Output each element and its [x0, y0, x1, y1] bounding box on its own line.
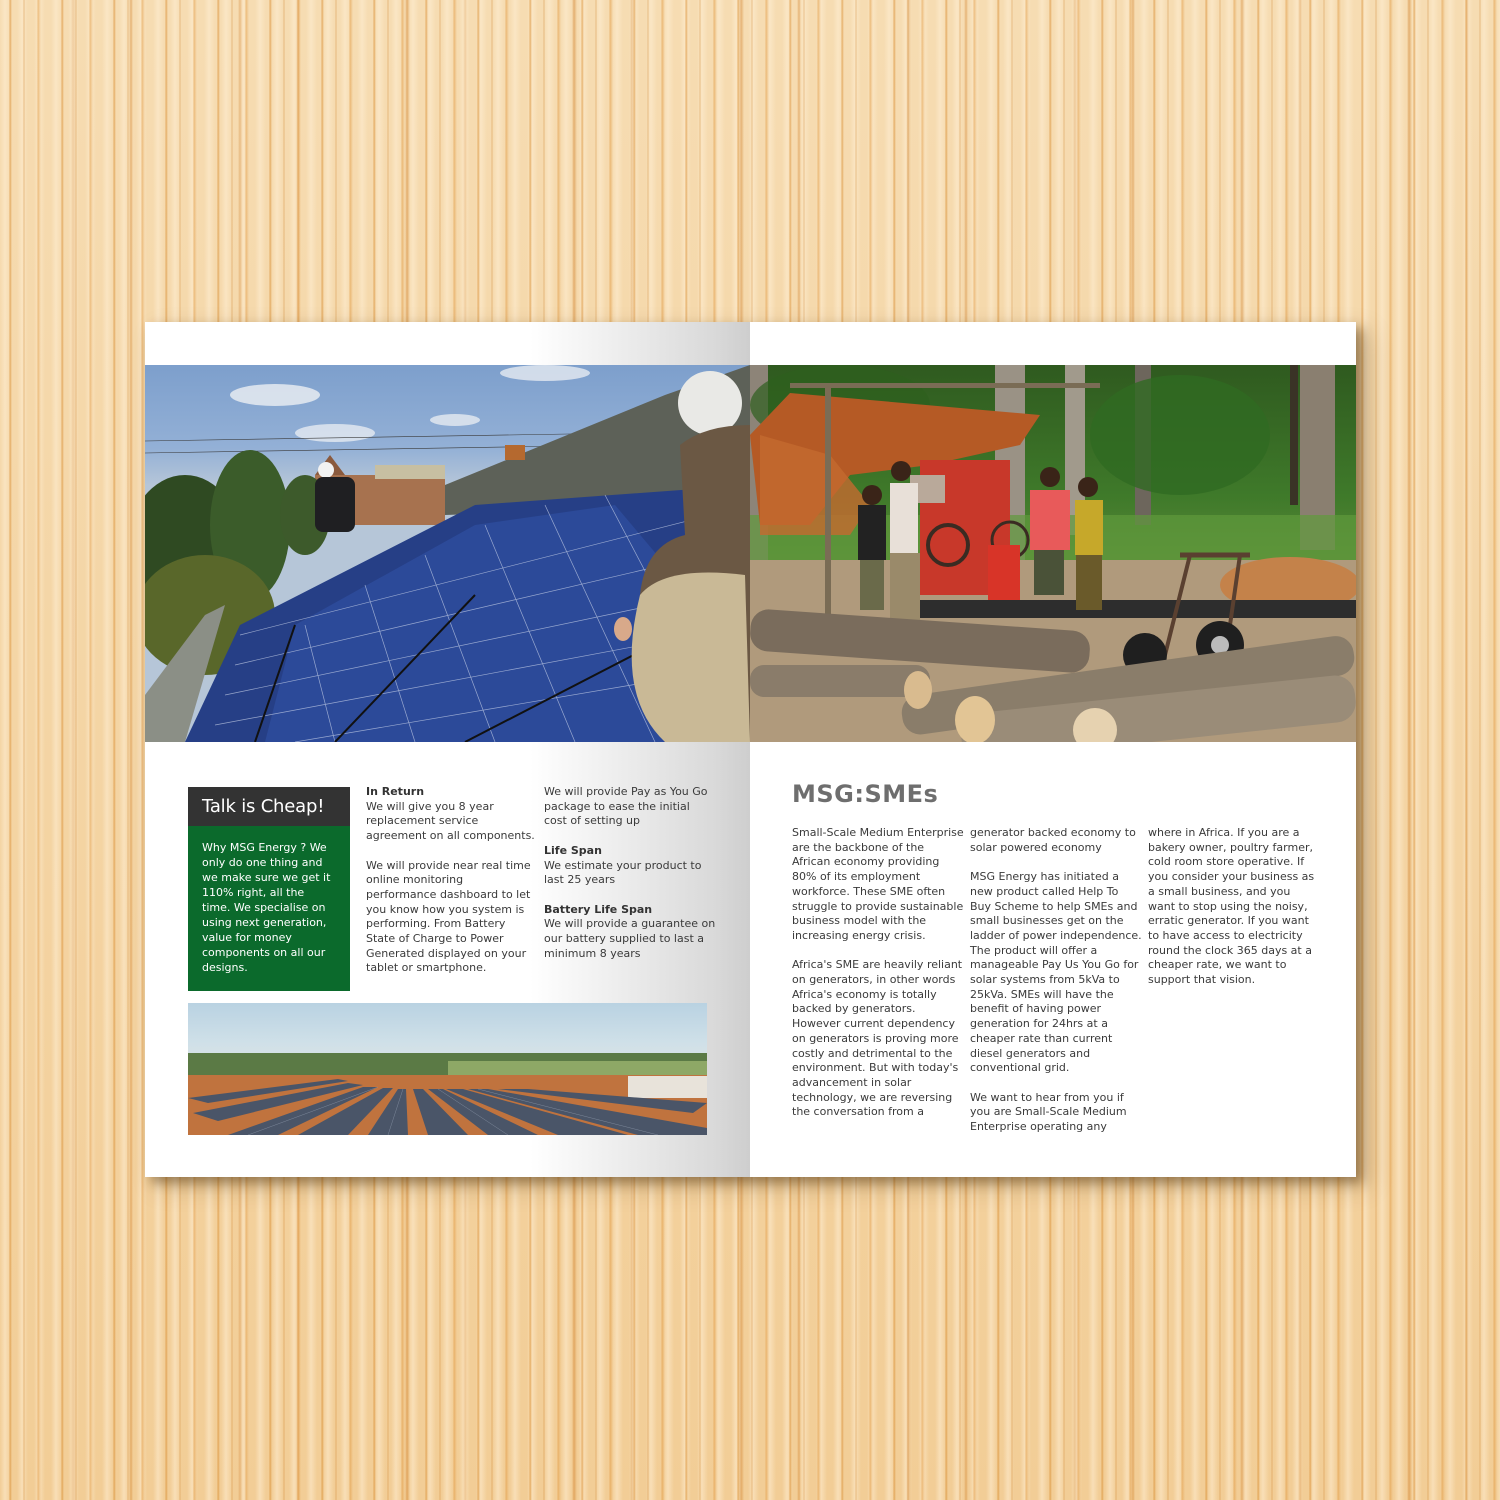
- benefits-column: [544, 785, 716, 976]
- life-span-text: We estimate your product to last 25 years: [544, 858, 702, 887]
- solar-economy-text: generator backed economy to solar powered economy: [970, 826, 1136, 854]
- battery-life-span-text: We will provide a guarantee on our battery supplied to last a minimum 8 years: [544, 917, 716, 960]
- sme-generators-text: Africa's SME are heavily reliant on generators, in other words Africa's economy is totally backed by generators. However current dependency on generators is proving more costly and detrimental to the environment. But with today's advancement in solar technology, we are reversing the conversation from a: [792, 958, 963, 1119]
- service-agreement-text: We will give you 8 year replacement service agreement on all components.: [366, 799, 535, 843]
- callout-body: Why MSG Energy ? We only do one thing and we make sure we get it 110% right, all the time. We specialise on using next generation, value for money components on all our designs.: [188, 826, 350, 991]
- right-page: [750, 322, 1356, 1177]
- sme-column-1: [792, 826, 964, 1135]
- talk-is-cheap-callout: [188, 787, 350, 991]
- in-return-heading: In Return: [366, 785, 425, 798]
- life-span-heading: Life Span: [544, 843, 602, 857]
- sawmill-illustration-icon: [750, 365, 1356, 742]
- sawmill-photo: [750, 365, 1356, 742]
- help-to-buy-text: MSG Energy has initiated a new product called Help To Buy Scheme to help SMEs and small businesses get on the ladder of power independence. The product will offer a manageable Pay Us You Go for solar systems from 5kVa to 25kVa. SMEs will have the benefit of having power generation for 24hrs at a cheaper rate than current diesel generators and conventional grid.: [970, 870, 1142, 1075]
- sme-backbone-text: Small-Scale Medium Enterprise are the backbone of the African economy providing 80% of its employment workforce. These SME often struggle to provide sustainable business model with the increasing energy crisis.: [792, 826, 964, 942]
- support-vision-text: where in Africa. If you are a bakery owner, poultry farmer, cold room store operative. If you consider your business as a small business, and you want to stop using the noisy, erratic generator. If you want to have access to electricity round the clock 365 days at a cheaper rate, we want to support that vision.: [1148, 826, 1315, 987]
- pay-as-you-go-text: We will provide Pay as You Go package to ease the initial cost of setting up: [544, 785, 708, 828]
- solar-farm-illustration-icon: [188, 1003, 707, 1135]
- in-return-column: [366, 785, 536, 991]
- page-title: MSG:SMEs: [792, 780, 939, 808]
- monitoring-text: We will provide near real time online monitoring performance dashboard to let you know how you system is performing. From Battery State of Charge to Power Generated displayed on your tablet or smartphone.: [366, 858, 531, 975]
- battery-life-span-heading: Battery Life Span: [544, 902, 653, 916]
- left-page: [145, 322, 750, 1177]
- solar-farm-photo: [188, 1003, 707, 1135]
- sme-column-2: [970, 826, 1142, 1149]
- brochure-spread: [145, 322, 1356, 1177]
- solar-roof-photo: [145, 365, 750, 742]
- hear-from-you-text: We want to hear from you if you are Small-Scale Medium Enterprise operating any: [970, 1090, 1127, 1134]
- sme-column-3: [1148, 826, 1320, 1002]
- solar-roof-illustration-icon: [145, 365, 750, 742]
- callout-title: Talk is Cheap!: [188, 787, 350, 826]
